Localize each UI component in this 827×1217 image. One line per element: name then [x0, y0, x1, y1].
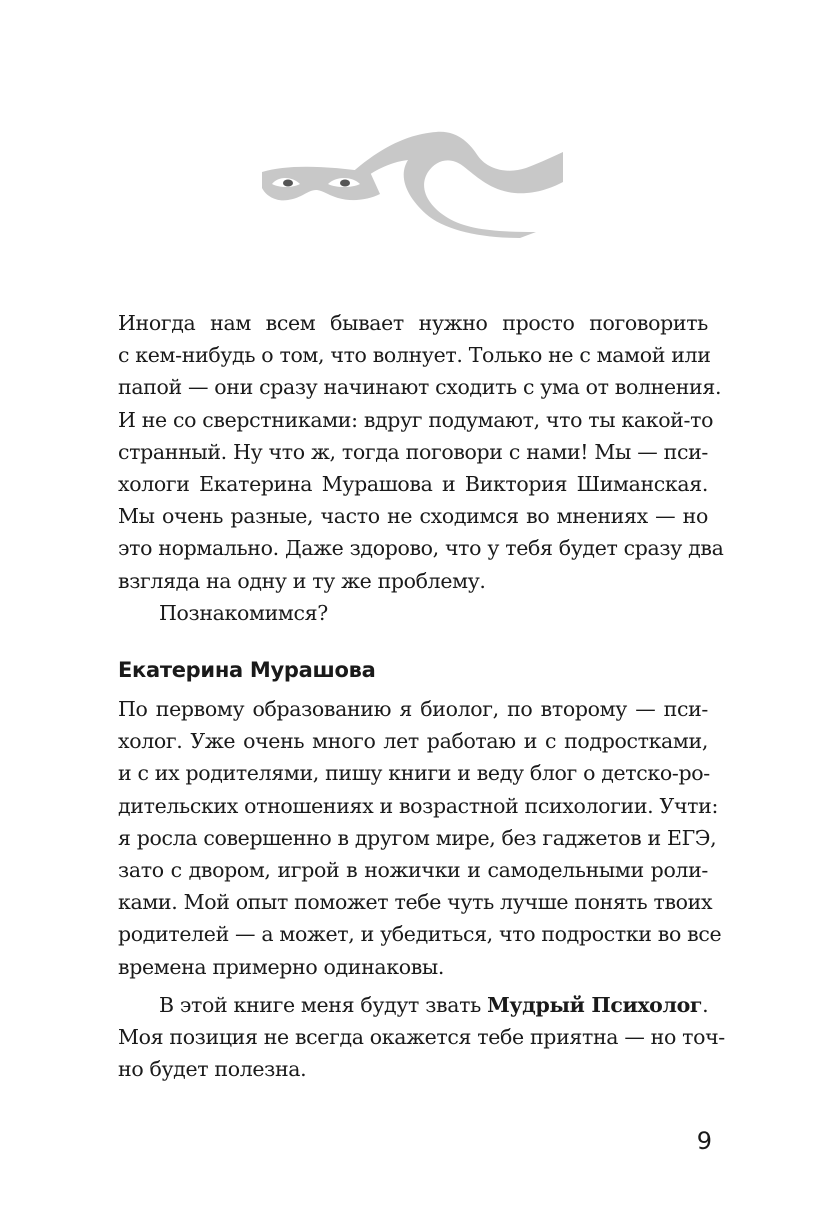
- text-line: но будет полезна.: [118, 1057, 307, 1082]
- text-line: это нормально. Даже здорово, что у тебя будет сразу два: [118, 536, 724, 561]
- text-line: ками. Мой опыт поможет тебе чуть лучше понять твоих: [118, 890, 713, 915]
- bio-section: [118, 693, 725, 1085]
- text-run: .: [702, 992, 709, 1017]
- page-number: 9: [696, 1127, 712, 1155]
- text-line: дительских отношениях и возрастной психологии. Учти:: [118, 793, 719, 818]
- text-run: В этой книге меня будут звать: [159, 992, 488, 1017]
- text-line: я росла совершенно в другом мире, без гаджетов и ЕГЭ,: [118, 825, 717, 850]
- text-line: Моя позиция не всегда окажется тебе приятна — но точ-: [118, 1024, 725, 1049]
- section-heading: Екатерина Мурашова: [118, 658, 376, 682]
- text-line: И не со сверстниками: вдруг подумают, что ты какой-то: [118, 407, 714, 432]
- text-line: Иногда нам всем бывает нужно просто поговорить: [118, 311, 708, 335]
- intro-closing: Познакомимся?: [159, 600, 328, 625]
- text-line: родителей — а может, и убедиться, что подростки во все: [118, 922, 722, 947]
- text-line: зато с двором, игрой в ножички и самодельными роли-: [118, 857, 708, 882]
- text-line: странный. Ну что ж, тогда поговори с нами! Мы — пси-: [118, 439, 708, 464]
- text-line: Мы очень разные, часто не сходимся во мнениях — но: [118, 504, 708, 529]
- intro-paragraph: [118, 307, 724, 629]
- persona-name: Мудрый Психолог: [487, 992, 703, 1017]
- text-line: холог. Уже очень много лет работаю и с подростками,: [118, 729, 708, 754]
- text-line: хологи Екатерина Мурашова и Виктория Шиманская.: [118, 471, 708, 496]
- text-line: и с их родителями, пишу книги и веду блог о детско-ро-: [118, 761, 710, 786]
- masked-eyes-icon: [258, 126, 568, 238]
- text-line: По первому образованию я биолог, по второму — пси-: [118, 697, 708, 721]
- text-line: взгляда на одну и ту же проблему.: [118, 568, 486, 593]
- mask-ribbon: [346, 132, 563, 238]
- text-line: [118, 989, 708, 1021]
- text-line: с кем-нибудь о том, что волнует. Только не с мамой или: [118, 343, 711, 368]
- text-line: папой — они сразу начинают сходить с ума от волнения.: [118, 375, 722, 400]
- text-line: времена примерно одинаковы.: [118, 954, 445, 979]
